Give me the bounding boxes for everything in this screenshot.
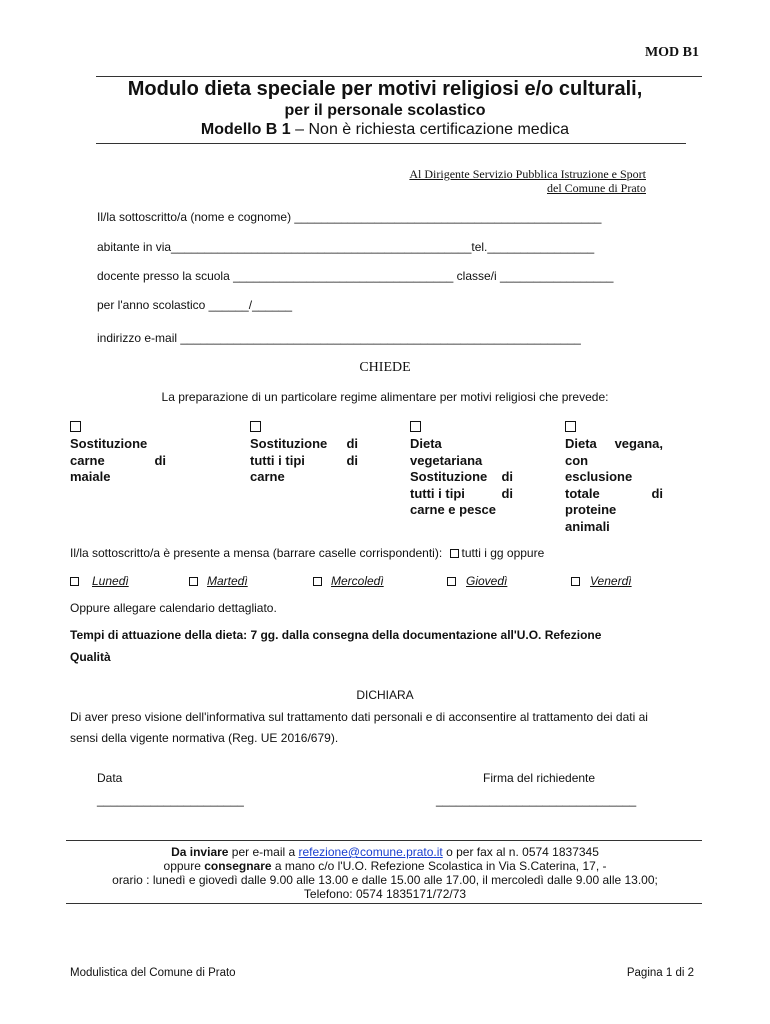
declaration-line2: sensi della vigente normativa (Reg. UE 2016/679). xyxy=(70,731,339,745)
name-field[interactable]: Il/la sottoscritto/a (nome e cognome) ______________________________________________ xyxy=(97,210,602,224)
send-line xyxy=(0,845,770,859)
hours-line: orario : lunedì e giovedì dalle 9.00 alle 13.00 e dalle 15.00 alle 17.00, il mercoledì dalle 9.00 alle 13.00; xyxy=(112,873,658,887)
option-pork-checkbox[interactable] xyxy=(70,420,81,434)
checkbox-icon xyxy=(571,577,580,586)
signature-line[interactable]: ______________________________ xyxy=(436,793,637,807)
thursday-checkbox[interactable] xyxy=(447,574,462,588)
friday-checkbox[interactable] xyxy=(571,574,586,588)
date-line[interactable]: ______________________ xyxy=(97,793,244,807)
wednesday-label: Mercoledì xyxy=(331,574,384,588)
tuesday-label: Martedì xyxy=(207,574,248,588)
footer-left: Modulistica del Comune di Prato xyxy=(70,967,236,979)
option-vegan-label: Dieta vegana, con esclusione totale di proteine animali xyxy=(565,436,663,534)
deliver-post: a mano c/o l'U.O. Refezione Scolastica in Via S.Caterina, 17, - xyxy=(271,859,607,873)
date-label: Data xyxy=(97,771,123,785)
page-number: Pagina 1 di 2 xyxy=(626,967,694,979)
send-bold: Da inviare xyxy=(171,845,229,859)
email-link[interactable]: refezione@comune.prato.it xyxy=(298,845,443,859)
deliver-bold: consegnare xyxy=(204,859,272,873)
fax-text: o per fax al n. 0574 1837345 xyxy=(442,845,599,859)
recipient-line2: del Comune di Prato xyxy=(547,181,646,195)
checkbox-icon xyxy=(70,421,81,432)
model-line xyxy=(0,121,770,139)
attendance-text: Il/la sottoscritto/a è presente a mensa (barrare caselle corrispondenti): xyxy=(70,546,443,560)
monday-label: Lunedì xyxy=(92,574,129,588)
timing-line1: Tempi di attuazione della dieta: 7 gg. dalla consegna della documentazione all'U.O. Refezione xyxy=(70,628,602,642)
tuesday-checkbox[interactable] xyxy=(189,574,204,588)
form-code: MOD B1 xyxy=(644,45,699,60)
footer-box-top-rule xyxy=(66,840,702,841)
deliver-line xyxy=(0,859,770,873)
school-field[interactable]: docente presso la scuola _________________________________ classe/i _________________ xyxy=(97,269,614,283)
checkbox-icon xyxy=(250,421,261,432)
friday-label: Venerdì xyxy=(590,574,632,588)
model-name: Modello B 1 xyxy=(200,121,291,138)
timing-line2: Qualità xyxy=(70,650,111,664)
checkbox-icon xyxy=(410,421,421,432)
option-vegetarian-checkbox[interactable] xyxy=(410,420,421,434)
request-intro: La preparazione di un particolare regime alimentare per motivi religiosi che prevede: xyxy=(161,390,609,404)
email-field[interactable]: indirizzo e-mail ____________________________________________________________ xyxy=(97,331,581,345)
checkbox-icon xyxy=(565,421,576,432)
all-days-checkbox[interactable] xyxy=(450,549,459,558)
option-vegetarian-label: Dieta vegetariana Sostituzione di tutti i tipi di carne e pesce xyxy=(410,436,513,517)
thursday-label: Giovedì xyxy=(466,574,508,588)
declaration-line1: Di aver preso visione dell'informativa sul trattamento dati personali e di acconsentire al trattamento dei dati ai xyxy=(70,710,648,724)
school-year-field[interactable]: per l'anno scolastico ______/______ xyxy=(97,298,293,312)
signature-label: Firma del richiedente xyxy=(483,771,596,785)
checkbox-icon xyxy=(189,577,198,586)
request-heading: CHIEDE xyxy=(359,360,411,375)
declaration-heading: DICHIARA xyxy=(356,688,414,702)
option-all-meat-label: Sostituzione di tutti i tipi di carne xyxy=(250,436,358,484)
form-title: Modulo dieta speciale per motivi religiosi e/o culturali, xyxy=(127,78,643,100)
address-field[interactable]: abitante in via_____________________________________________tel.________________ xyxy=(97,240,595,254)
attendance-line xyxy=(70,546,544,560)
checkbox-icon xyxy=(70,577,79,586)
title-rule xyxy=(96,143,686,144)
option-vegan-checkbox[interactable] xyxy=(565,420,576,434)
footer-box-bottom-rule xyxy=(66,903,702,904)
calendar-note: Oppure allegare calendario dettagliato. xyxy=(70,601,277,615)
recipient-line1: Al Dirigente Servizio Pubblica Istruzione e Sport xyxy=(409,167,646,181)
form-subtitle: per il personale scolastico xyxy=(284,102,486,119)
checkbox-icon xyxy=(447,577,456,586)
option-all-meat-checkbox[interactable] xyxy=(250,420,261,434)
option-pork-label: Sostituzione carne di maiale xyxy=(70,436,166,484)
monday-checkbox[interactable] xyxy=(70,574,85,588)
model-note: – Non è richiesta certificazione medica xyxy=(290,121,570,138)
wednesday-checkbox[interactable] xyxy=(313,574,328,588)
header-rule xyxy=(96,76,702,77)
send-text: per e-mail a xyxy=(228,845,299,859)
phone-line: Telefono: 0574 1835171/72/73 xyxy=(303,887,467,901)
checkbox-icon xyxy=(313,577,322,586)
deliver-pre: oppure xyxy=(163,859,205,873)
all-days-label: tutti i gg oppure xyxy=(461,546,545,560)
